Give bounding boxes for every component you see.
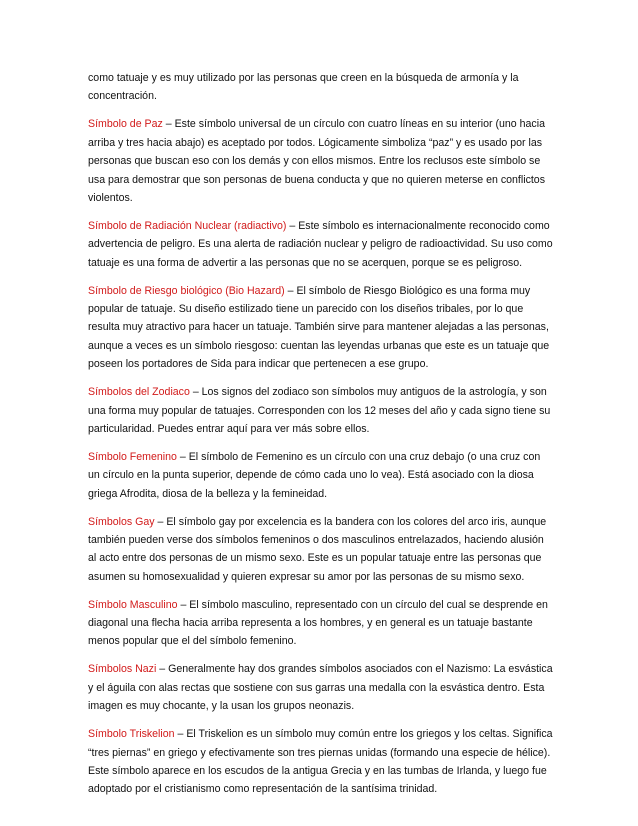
entry-text: – El símbolo gay por excelencia es la bandera con los colores del arco iris, aunque también pueden verse dos símbolos femeninos o dos masculinos entrelazados, haciendo alusión al acto entre dos personas de un mismo sexo. Este es un popular tatuaje entre las personas que asumen su homosexualidad y quieren expresar su amor por las personas de su mismo sexo. — [88, 515, 547, 583]
entry-term[interactable]: Símbolo de Riesgo biológico (Bio Hazard) — [88, 284, 285, 297]
entry-term[interactable]: Símbolo de Paz — [88, 118, 163, 131]
entry-term[interactable]: Símbolos Gay — [88, 515, 155, 528]
entry-male-symbol — [88, 596, 553, 651]
entry-text: – Este símbolo es internacionalmente reconocido como advertencia de peligro. Es una alerta de radiación nuclear y peligro de radioactividad. Su uso como tatuaje es una forma de advertir a las personas que no se acerquen, porque se es peligroso. — [88, 219, 553, 269]
intro-text: como tatuaje y es muy utilizado por las personas que creen en la búsqueda de armonía y la concentración. — [88, 72, 519, 103]
entry-gay-symbols — [88, 513, 553, 587]
entry-text: – Generalmente hay dos grandes símbolos asociados con el Nazismo: La esvástica y el águila con alas rectas que sostiene con sus garras una medalla con la esvástica dentro. Esta imagen es muy chocante, y la usan los grupos neonazis. — [88, 663, 553, 713]
entry-text: – El símbolo de Riesgo Biológico es una forma muy popular de tatuaje. Su diseño estilizado tiene un parecido con los diseños tribales, por lo que resulta muy atractivo para hacer un tatuaje. También sirve para mantener alejadas a las personas, aunque a veces es un símbolo riesgoso: cuentan las leyendas urbanas que este es un tatuaje que poseen los portadores de Sida para indicar que pertenecen a ese grupo. — [88, 284, 550, 371]
entry-term[interactable]: Símbolo de Radiación Nuclear (radiactivo) — [88, 219, 287, 232]
entry-term[interactable]: Símbolo Masculino — [88, 598, 178, 611]
entry-term[interactable]: Símbolo Triskelion — [88, 728, 175, 741]
entry-text: – El Triskelion es un símbolo muy común entre los griegos y los celtas. Significa “tres piernas” en griego y efectivamente son tres piernas unidas (formando una especie de hélice). Este símbolo aparece en los escudos de la antigua Grecia y en las tumbas de Irlanda, y luego fue adoptado por el cristianismo como representación de la santísima trinidad. — [88, 728, 553, 796]
entry-text: – Este símbolo universal de un círculo con cuatro líneas en su interior (uno hacia arriba y tres hacia abajo) es aceptado por todos. Lógicamente simboliza “paz” y es usado por las personas que buscan eso con los demás y con ellos mismos. Entre los reclusos este símbolo se usa para demostrar que son personas de buena conducta y que no quieren meterse en conflictos violentos. — [88, 118, 546, 204]
entry-radiation-symbol — [88, 217, 553, 272]
document-body — [88, 69, 553, 808]
entry-term[interactable]: Símbolos del Zodiaco — [88, 386, 190, 399]
entry-term[interactable]: Símbolo Femenino — [88, 450, 177, 463]
entry-female-symbol — [88, 448, 553, 503]
entry-text: – El símbolo masculino, representado con un círculo del cual se desprende en diagonal una flecha hacia arriba representa a los hombres, y en general es un tatuaje bastante menos popular que el del símbolo femenino. — [88, 598, 548, 648]
entry-text: – Los signos del zodiaco son símbolos muy antiguos de la astrología, y son una forma muy popular de tatuajes. Corresponden con los 12 meses del año y cada signo tiene su particularidad. Puedes entrar aquí para ver más sobre ellos. — [88, 386, 551, 435]
entry-peace-symbol — [88, 115, 553, 207]
entry-term[interactable]: Símbolos Nazi — [88, 663, 157, 676]
entry-triskelion-symbol — [88, 725, 553, 799]
entry-zodiac-symbols — [88, 383, 553, 438]
entry-nazi-symbols — [88, 660, 553, 715]
entry-biohazard-symbol — [88, 282, 553, 374]
intro-paragraph — [88, 69, 553, 106]
entry-text: – El símbolo de Femenino es un círculo con una cruz debajo (o una cruz con un círculo en la punta superior, depende de cómo cada uno lo vea). Está asociado con la diosa griega Afrodita, diosa de la belleza y la femineidad. — [88, 450, 541, 500]
